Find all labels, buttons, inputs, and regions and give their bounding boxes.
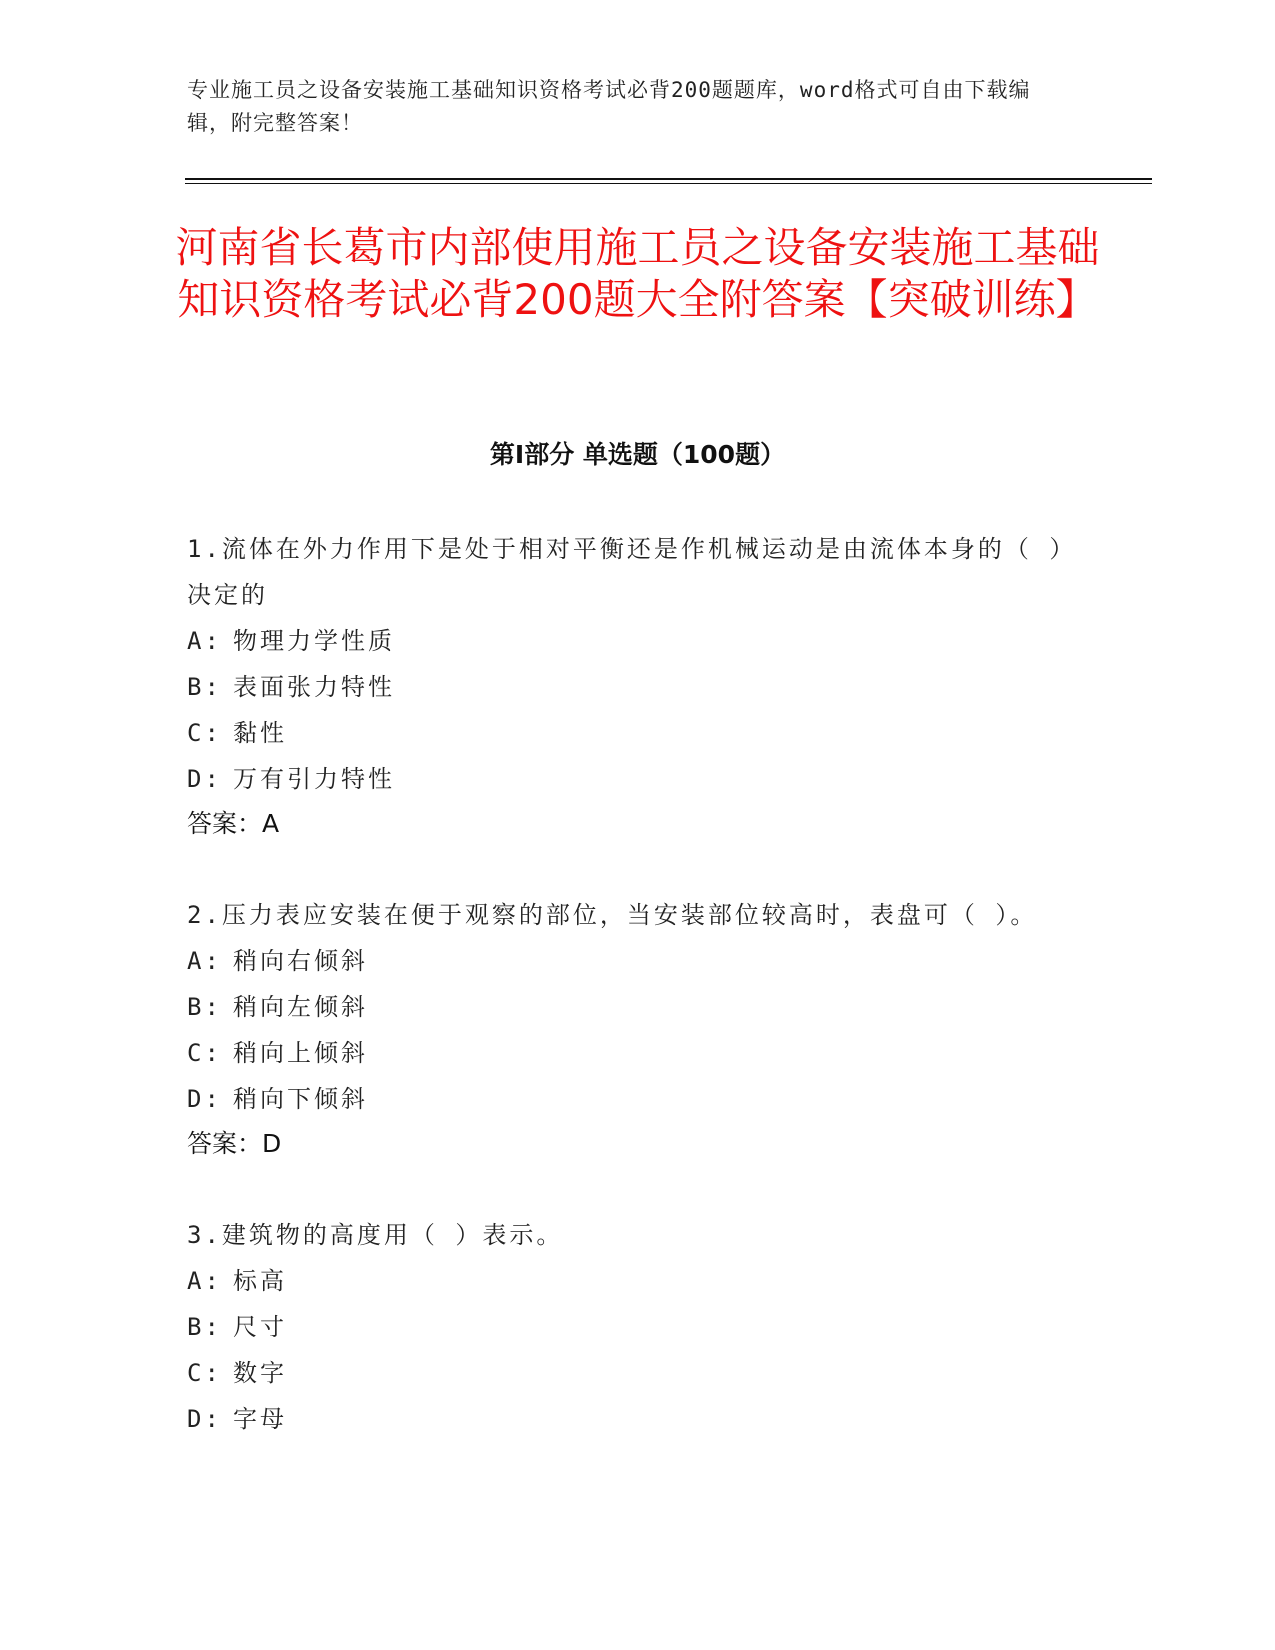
- option-text: 稍向下倾斜: [233, 1085, 368, 1113]
- answer-line: 答案：A: [187, 809, 280, 838]
- option-letter: B:: [187, 1313, 222, 1341]
- option-a: [187, 1258, 1067, 1304]
- header-divider-thin: [185, 183, 1152, 184]
- option-text: 稍向右倾斜: [233, 947, 368, 975]
- option-d: [187, 1396, 1067, 1442]
- option-text: 黏性: [233, 719, 287, 747]
- header-divider-thick: [185, 178, 1152, 180]
- option-b: [187, 1304, 1067, 1350]
- option-text: 字母: [233, 1405, 287, 1433]
- option-a: [187, 618, 1067, 664]
- option-letter: A:: [187, 947, 222, 975]
- option-letter: C:: [187, 1359, 222, 1387]
- question-stem: 3.建筑物的高度用（ ）表示。: [187, 1221, 564, 1249]
- section-heading: 第I部分 单选题（100题）: [489, 440, 786, 469]
- option-letter: D:: [187, 765, 222, 793]
- option-c: [187, 710, 1067, 756]
- question-stem: 2.压力表应安装在便于观察的部位，当安装部位较高时，表盘可（ ）。: [187, 901, 1038, 929]
- option-letter: D:: [187, 1085, 222, 1113]
- question-item: [187, 1212, 1067, 1442]
- option-letter: A:: [187, 1267, 222, 1295]
- option-text: 数字: [233, 1359, 287, 1387]
- option-letter: A:: [187, 627, 222, 655]
- answer-line: 答案：D: [187, 1129, 282, 1158]
- option-letter: B:: [187, 993, 222, 1021]
- option-letter: D:: [187, 1405, 222, 1433]
- option-text: 稍向左倾斜: [233, 993, 368, 1021]
- option-text: 表面张力特性: [233, 673, 395, 701]
- option-c: [187, 1350, 1067, 1396]
- option-text: 万有引力特性: [233, 765, 395, 793]
- document-title: 河南省长葛市内部使用施工员之设备安装施工基础知识资格考试必背200题大全附答案【突破训练】: [175, 223, 1100, 324]
- option-text: 物理力学性质: [233, 627, 395, 655]
- option-d: [187, 1076, 1067, 1122]
- header-note: 专业施工员之设备安装施工基础知识资格考试必背200题题库，word格式可自由下载编辑，附完整答案！: [187, 78, 1031, 135]
- option-b: [187, 984, 1067, 1030]
- option-c: [187, 1030, 1067, 1076]
- option-text: 稍向上倾斜: [233, 1039, 368, 1067]
- option-letter: C:: [187, 1039, 222, 1067]
- question-item: [187, 526, 1067, 846]
- option-d: [187, 756, 1067, 802]
- question-list: [187, 526, 1067, 1488]
- option-a: [187, 938, 1067, 984]
- option-letter: B:: [187, 673, 222, 701]
- question-stem: 1.流体在外力作用下是处于相对平衡还是作机械运动是由流体本身的（ ）决定的: [187, 535, 1065, 609]
- question-item: [187, 892, 1067, 1166]
- option-text: 标高: [233, 1267, 287, 1295]
- option-letter: C:: [187, 719, 222, 747]
- option-text: 尺寸: [233, 1313, 287, 1341]
- option-b: [187, 664, 1067, 710]
